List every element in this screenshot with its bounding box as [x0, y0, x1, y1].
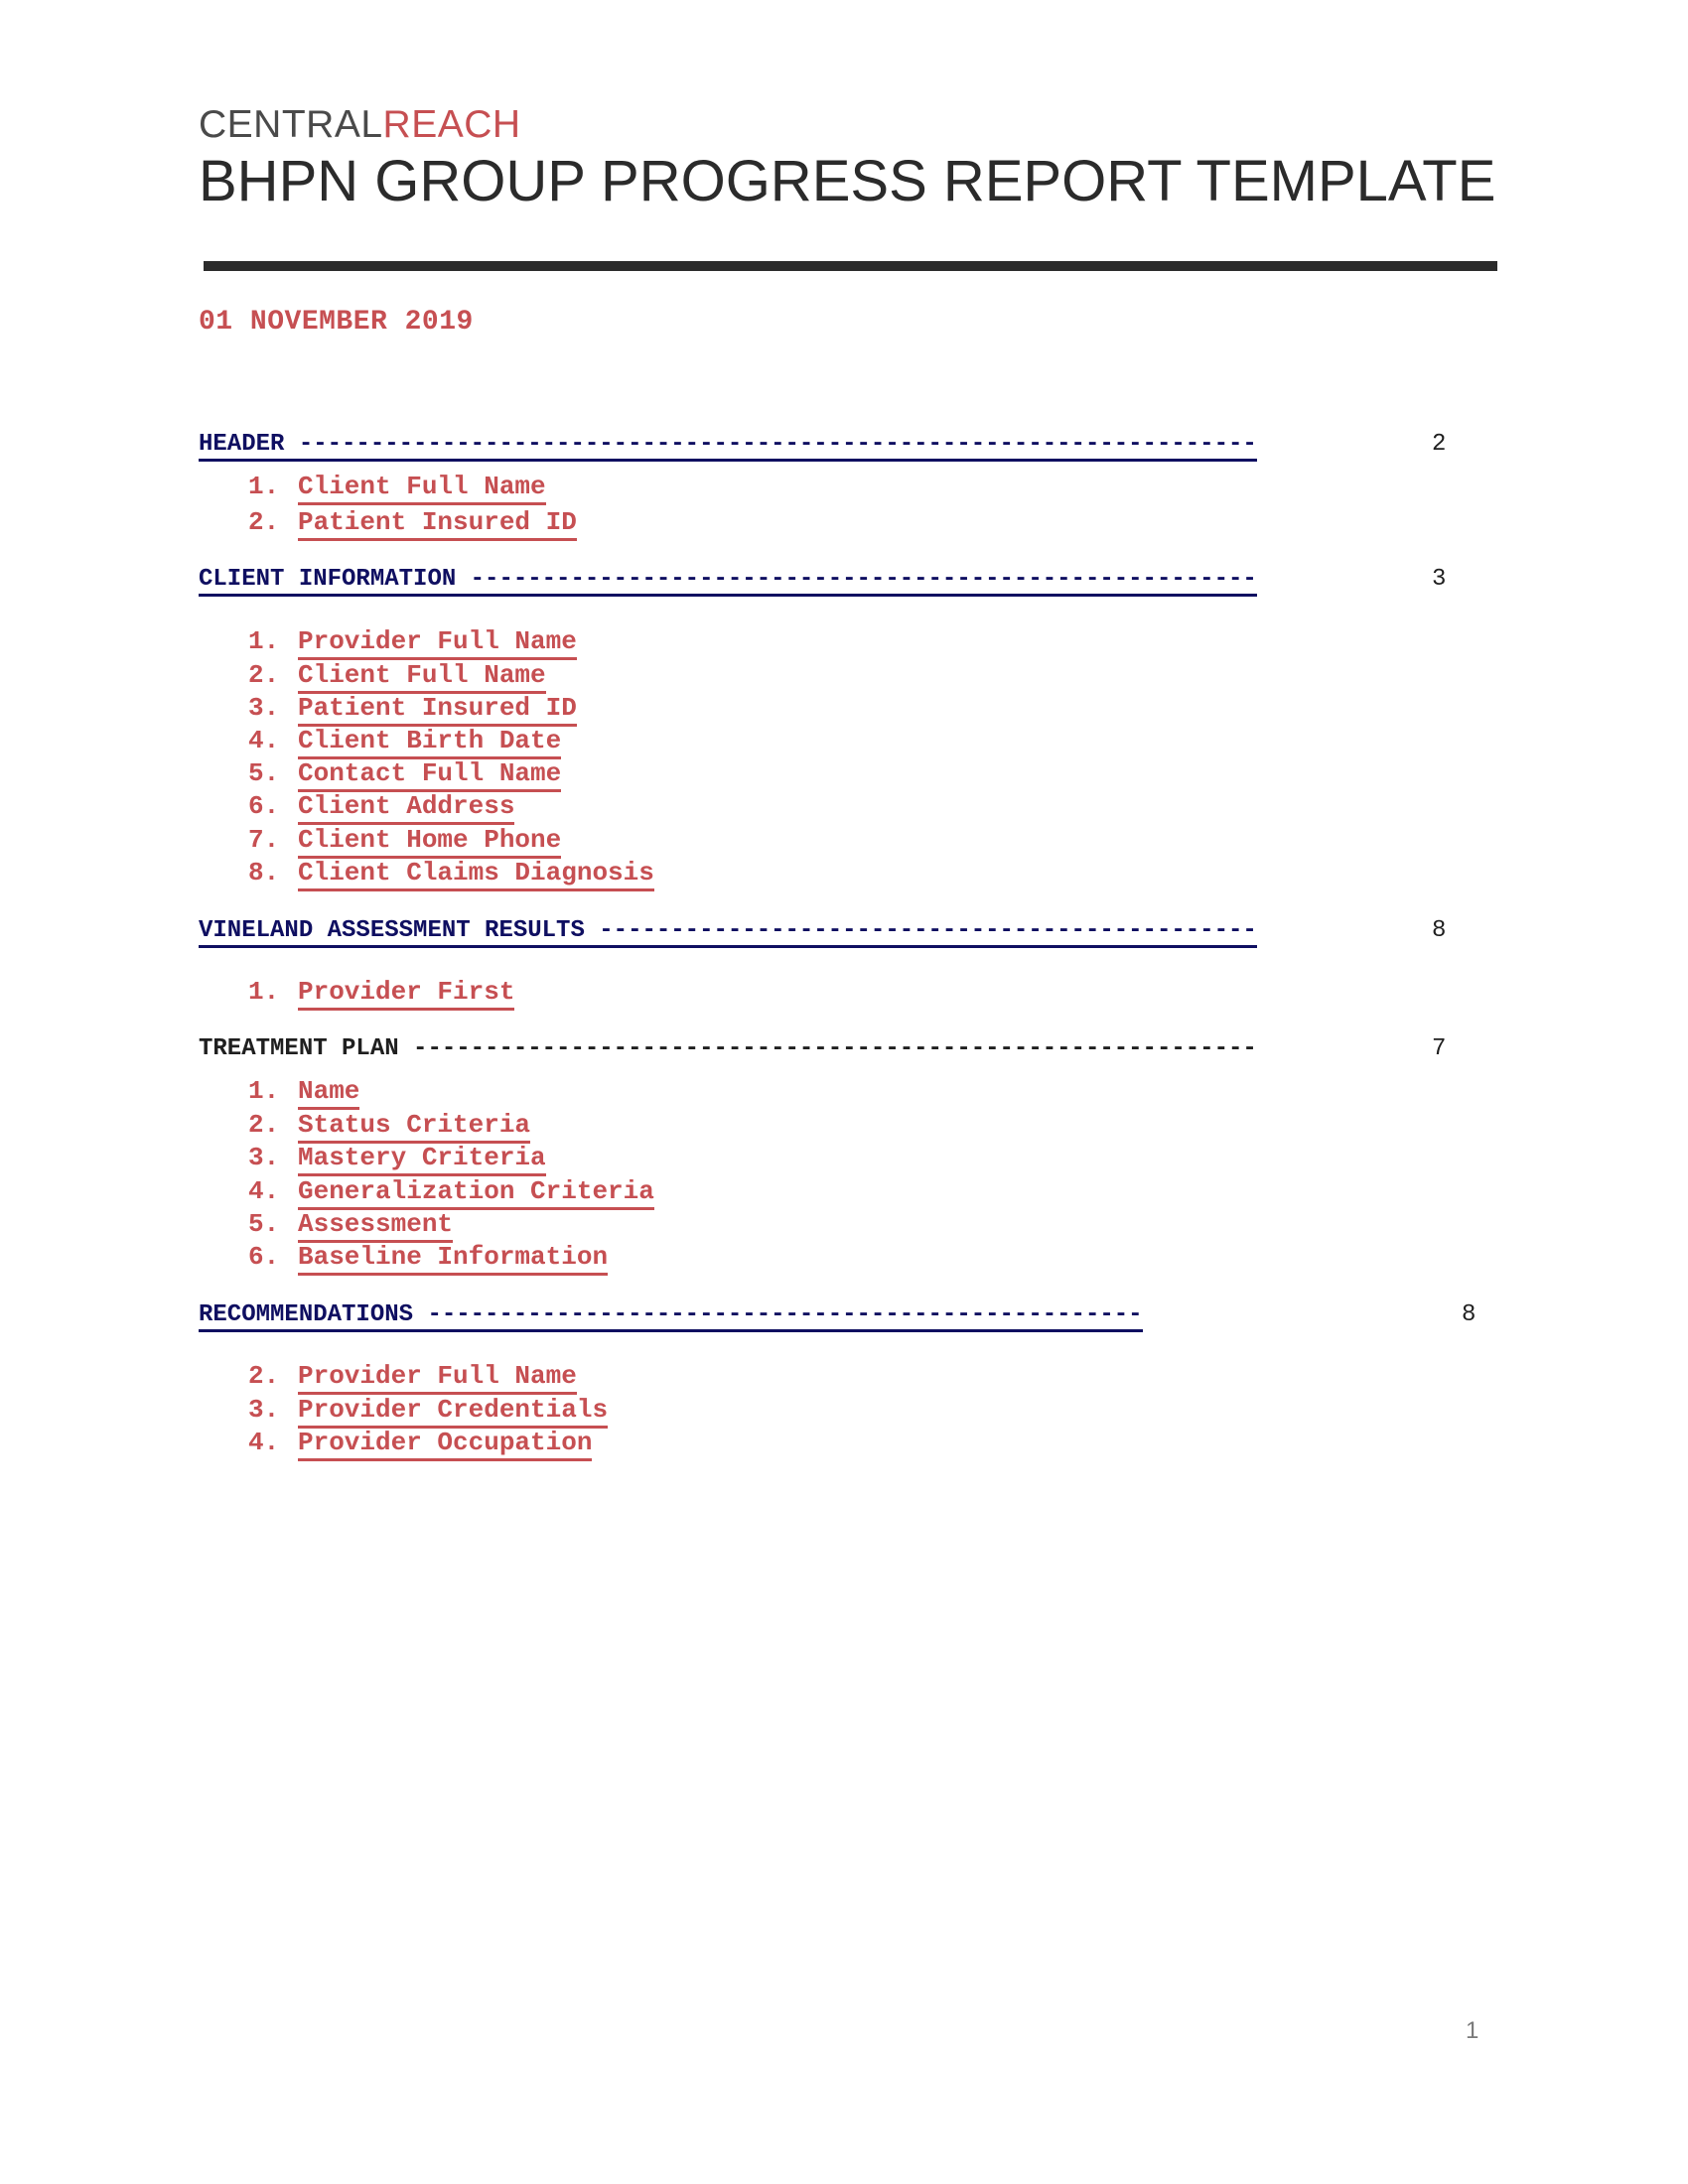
- toc-heading-recommendations[interactable]: [199, 1299, 1143, 1331]
- toc-item[interactable]: [248, 824, 561, 856]
- toc-item-label: Patient Insured ID: [298, 507, 577, 541]
- toc-item[interactable]: [248, 625, 577, 657]
- toc-page-treatment-plan: 7: [1432, 1035, 1447, 1062]
- toc-item-label: Client Full Name: [298, 472, 546, 505]
- toc-item-number: 1.: [248, 1076, 280, 1106]
- toc-item-number: 8.: [248, 858, 280, 887]
- document-title: BHPN GROUP PROGRESS REPORT TEMPLATE: [199, 149, 1496, 213]
- toc-item-number: 2.: [248, 1110, 280, 1140]
- toc-item[interactable]: [248, 857, 654, 888]
- toc-item[interactable]: [248, 506, 577, 538]
- toc-heading-text: VINELAND ASSESSMENT RESULTS ----------------------------------------------: [199, 917, 1257, 948]
- toc-item[interactable]: [248, 976, 514, 1008]
- toc-item[interactable]: [248, 1075, 359, 1107]
- toc-heading-text: TREATMENT PLAN -----------------------------------------------------------: [199, 1035, 1257, 1062]
- document-date: 01 NOVEMBER 2019: [199, 307, 474, 338]
- toc-item-number: 2.: [248, 1361, 280, 1391]
- toc-item-label: Baseline Information: [298, 1242, 608, 1276]
- toc-item[interactable]: [248, 1360, 577, 1392]
- toc-heading-text: CLIENT INFORMATION -------------------------------------------------------: [199, 566, 1257, 597]
- toc-item-label: Provider Full Name: [298, 1361, 577, 1395]
- toc-item-label: Assessment: [298, 1209, 453, 1243]
- toc-item-number: 6.: [248, 1242, 280, 1272]
- toc-item-number: 1.: [248, 626, 280, 656]
- toc-heading-text: HEADER -------------------------------------------------------------------: [199, 431, 1257, 462]
- page-number: 1: [1466, 2017, 1479, 2044]
- toc-item[interactable]: [248, 471, 546, 502]
- title-divider: [204, 261, 1497, 271]
- brand-logo: [199, 102, 521, 148]
- toc-item-number: 3.: [248, 1143, 280, 1172]
- toc-item-label: Client Birth Date: [298, 726, 561, 759]
- toc-item-label: Client Address: [298, 791, 514, 825]
- toc-item-number: 2.: [248, 660, 280, 690]
- toc-item-number: 1.: [248, 977, 280, 1007]
- toc-item[interactable]: [248, 1109, 530, 1141]
- toc-page-recommendations: 8: [1462, 1301, 1477, 1328]
- toc-heading-treatment-plan: [199, 1033, 1257, 1065]
- toc-item-number: 4.: [248, 726, 280, 755]
- toc-heading-text: RECOMMENDATIONS --------------------------------------------------: [199, 1301, 1143, 1332]
- toc-item-label: Generalization Criteria: [298, 1176, 654, 1210]
- toc-item[interactable]: [248, 1241, 608, 1273]
- brand-central: CENTRAL: [199, 103, 383, 146]
- toc-item[interactable]: [248, 1208, 453, 1240]
- toc-item-label: Mastery Criteria: [298, 1143, 546, 1176]
- toc-item-label: Provider Occupation: [298, 1428, 592, 1461]
- toc-item[interactable]: [248, 790, 514, 822]
- toc-item[interactable]: [248, 1142, 546, 1173]
- toc-item-number: 7.: [248, 825, 280, 855]
- toc-item-label: Status Criteria: [298, 1110, 530, 1144]
- toc-item-label: Provider Credentials: [298, 1395, 608, 1429]
- toc-page-header: 2: [1432, 431, 1447, 458]
- toc-item-label: Patient Insured ID: [298, 693, 577, 727]
- toc-heading-vineland-assessment-results[interactable]: [199, 915, 1257, 947]
- toc-item[interactable]: [248, 1175, 654, 1207]
- toc-heading-header[interactable]: [199, 429, 1257, 461]
- toc-item-label: Provider Full Name: [298, 626, 577, 660]
- toc-item[interactable]: [248, 659, 546, 691]
- toc-item[interactable]: [248, 725, 561, 756]
- toc-item-label: Contact Full Name: [298, 758, 561, 792]
- toc-page-vineland-assessment-results: 8: [1432, 917, 1447, 944]
- toc-item-label: Client Full Name: [298, 660, 546, 694]
- toc-item-label: Name: [298, 1076, 359, 1110]
- toc-item-number: 2.: [248, 507, 280, 537]
- toc-item-number: 4.: [248, 1176, 280, 1206]
- toc-item-number: 3.: [248, 693, 280, 723]
- toc-item-label: Client Claims Diagnosis: [298, 858, 654, 891]
- toc-item-number: 1.: [248, 472, 280, 501]
- toc-item[interactable]: [248, 692, 577, 724]
- toc-item-number: 5.: [248, 758, 280, 788]
- toc-item[interactable]: [248, 1394, 608, 1426]
- brand-reach: REACH: [382, 103, 521, 146]
- toc-item-number: 4.: [248, 1428, 280, 1457]
- toc-page-client-information: 3: [1432, 566, 1447, 593]
- toc-item[interactable]: [248, 757, 561, 789]
- toc-item[interactable]: [248, 1427, 592, 1458]
- toc-item-label: Provider First: [298, 977, 514, 1011]
- toc-item-number: 3.: [248, 1395, 280, 1425]
- toc-item-number: 6.: [248, 791, 280, 821]
- toc-heading-client-information[interactable]: [199, 564, 1257, 596]
- toc-item-number: 5.: [248, 1209, 280, 1239]
- toc-item-label: Client Home Phone: [298, 825, 561, 859]
